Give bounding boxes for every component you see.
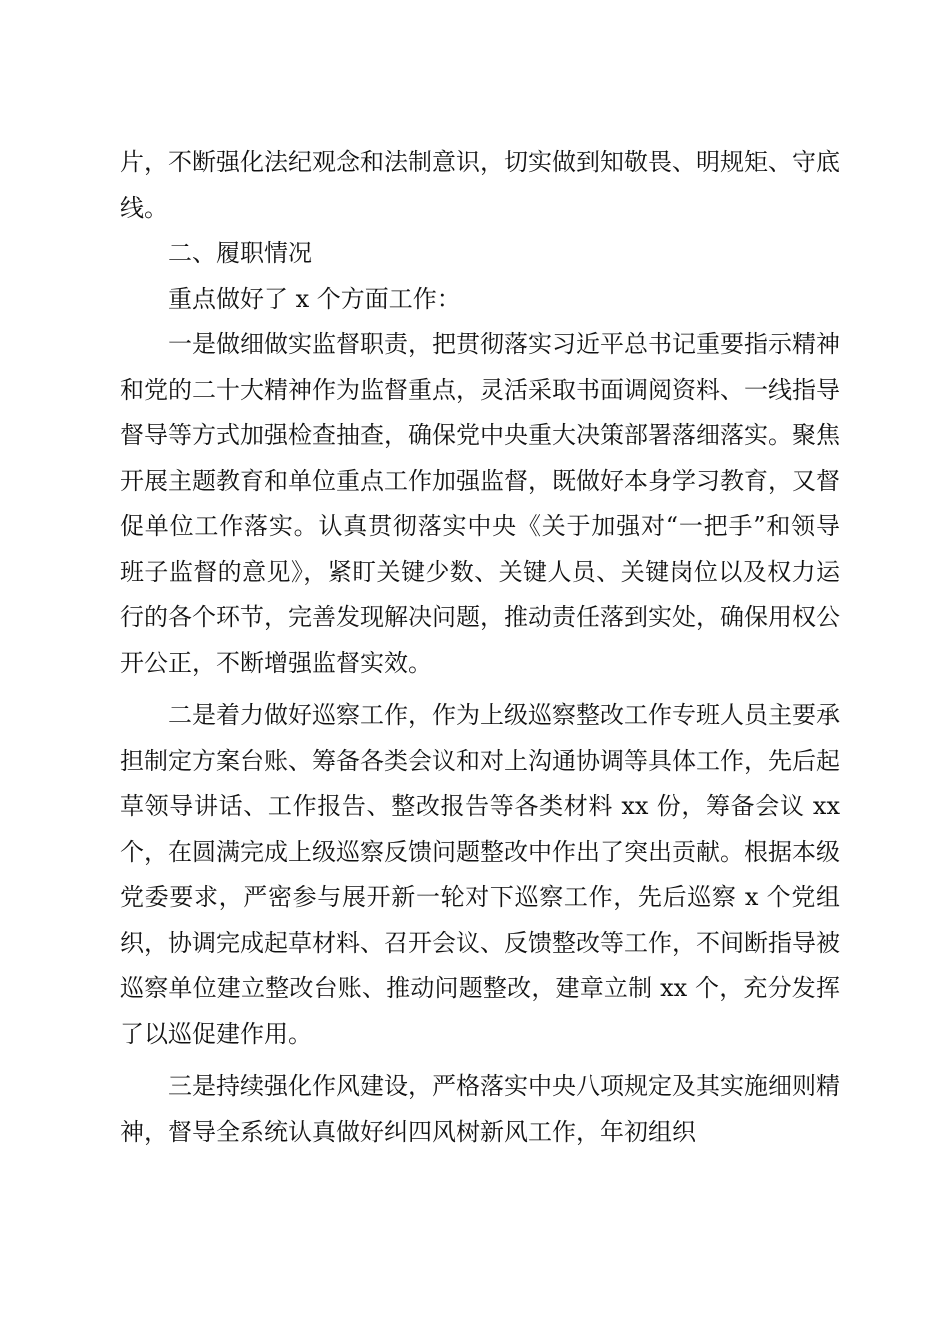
paragraph-inspection: 二是着力做好巡察工作，作为上级巡察整改工作专班人员主要承担制定方案台账、筹备各类会议和对上沟通协调等具体工作，先后起草领导讲话、工作报告、整改报告等各类材料 xx 份，筹备会议 xx 个，在圆满完成上级巡察反馈问题整改中作出了突出贡献。根据本级党委要求，严密参与展开新一轮对下巡察工作，先后巡察 x 个党组织，协调完成起草材料、召开会议、反馈整改等工作，不间断指导被巡察单位建立整改台账、推动问题整改，建章立制 xx 个，充分发挥了以巡促建作用。 (120, 701, 840, 1048)
intro-paragraph: 重点做好了 x 个方面工作： (168, 284, 461, 313)
paragraph-supervision: 一是做细做实监督职责，把贯彻落实习近平总书记重要指示精神和党的二十大精神作为监督重点，灵活采取书面调阅资料、一线指导督导等方式加强检查抽查，确保党中央重大决策部署落细落实。聚焦开展主题教育和单位重点工作加强监督，既做好本身学习教育，又督促单位工作落实。认真贯彻落实中央《关于加强对“一把手”和领导班子监督的意见》，紧盯关键少数、关键人员、关键岗位以及权力运行的各个环节，完善发现解决问题，推动责任落到实处，确保用权公开公正，不断增强监督实效。 (120, 330, 840, 677)
section-heading: 二、履职情况 (168, 239, 312, 267)
document-body (120, 140, 840, 1155)
paragraph-work-style: 三是持续强化作风建设，严格落实中央八项规定及其实施细则精神，督导全系统认真做好纠四风树新风工作，年初组织 (120, 1072, 840, 1146)
continuation-paragraph: 片，不断强化法纪观念和法制意识，切实做到知敬畏、明规矩、守底线。 (120, 148, 840, 222)
